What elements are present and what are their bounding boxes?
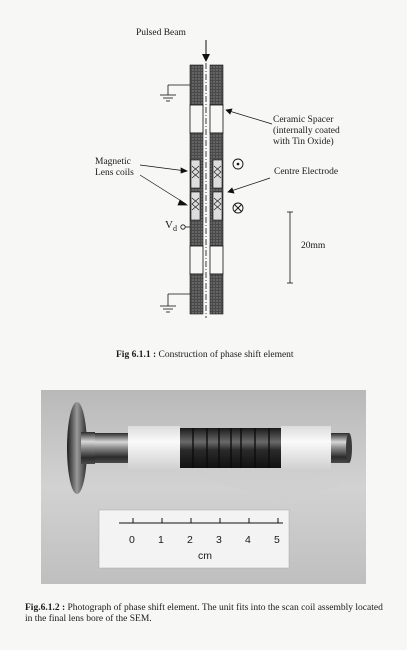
ceramic-spacer-leader <box>226 110 272 124</box>
ceramic-spacer-label-1: Ceramic Spacer <box>273 115 334 125</box>
pulsed-beam-label: Pulsed Beam <box>136 28 186 38</box>
figure-2-caption: Fig.6.1.2 : Photograph of phase shift element. The unit fits into the scan coil assembly located in the final lens bore of the SEM. <box>25 603 383 624</box>
ruler-card <box>99 510 289 568</box>
field-out-of-page-symbol <box>233 159 243 169</box>
ceramic-spacer-left <box>128 426 180 470</box>
magnetic-label-2: Lens coils <box>95 168 134 178</box>
centre-electrode-label: Centre Electrode <box>274 167 339 177</box>
left-lower-coil <box>191 192 200 220</box>
left-upper-coil <box>191 160 200 188</box>
right-upper-coil <box>213 160 222 188</box>
vd-label: $V_d$ <box>165 219 177 234</box>
phase-shift-element-photo <box>41 390 366 584</box>
ruler-tick-2: 2 <box>187 534 193 546</box>
ruler-unit: cm <box>198 550 212 562</box>
ceramic-spacer-right <box>281 426 331 470</box>
field-into-page-symbol <box>233 203 243 213</box>
magnetic-coil-leader-lower <box>140 175 186 204</box>
centre-electrode-leader <box>228 178 270 192</box>
figure-1-caption: Fig 6.1.1 : Construction of phase shift element <box>116 350 294 360</box>
scale-bar <box>287 212 293 283</box>
ceramic-spacer-label-2: (internally coated <box>273 126 340 136</box>
beam-arrowhead <box>202 54 210 62</box>
ruler-tick-3: 3 <box>216 534 222 546</box>
ruler-tick-5: 5 <box>274 534 280 546</box>
magnetic-label-1: Magnetic <box>95 157 131 167</box>
vd-terminal <box>181 225 185 229</box>
ruler-tick-4: 4 <box>245 534 251 546</box>
ruler-tick-0: 0 <box>129 534 135 546</box>
ceramic-spacer-label-3: with Tin Oxide) <box>273 137 334 147</box>
left-column <box>190 65 203 314</box>
magnetic-coil-leader-upper <box>140 165 186 171</box>
ruler-tick-1: 1 <box>158 534 164 546</box>
right-column <box>210 65 223 314</box>
upper-ground-symbol <box>160 85 190 101</box>
right-lower-coil <box>213 192 222 220</box>
scale-label: 20mm <box>301 241 326 251</box>
lower-ground-symbol <box>160 294 190 312</box>
